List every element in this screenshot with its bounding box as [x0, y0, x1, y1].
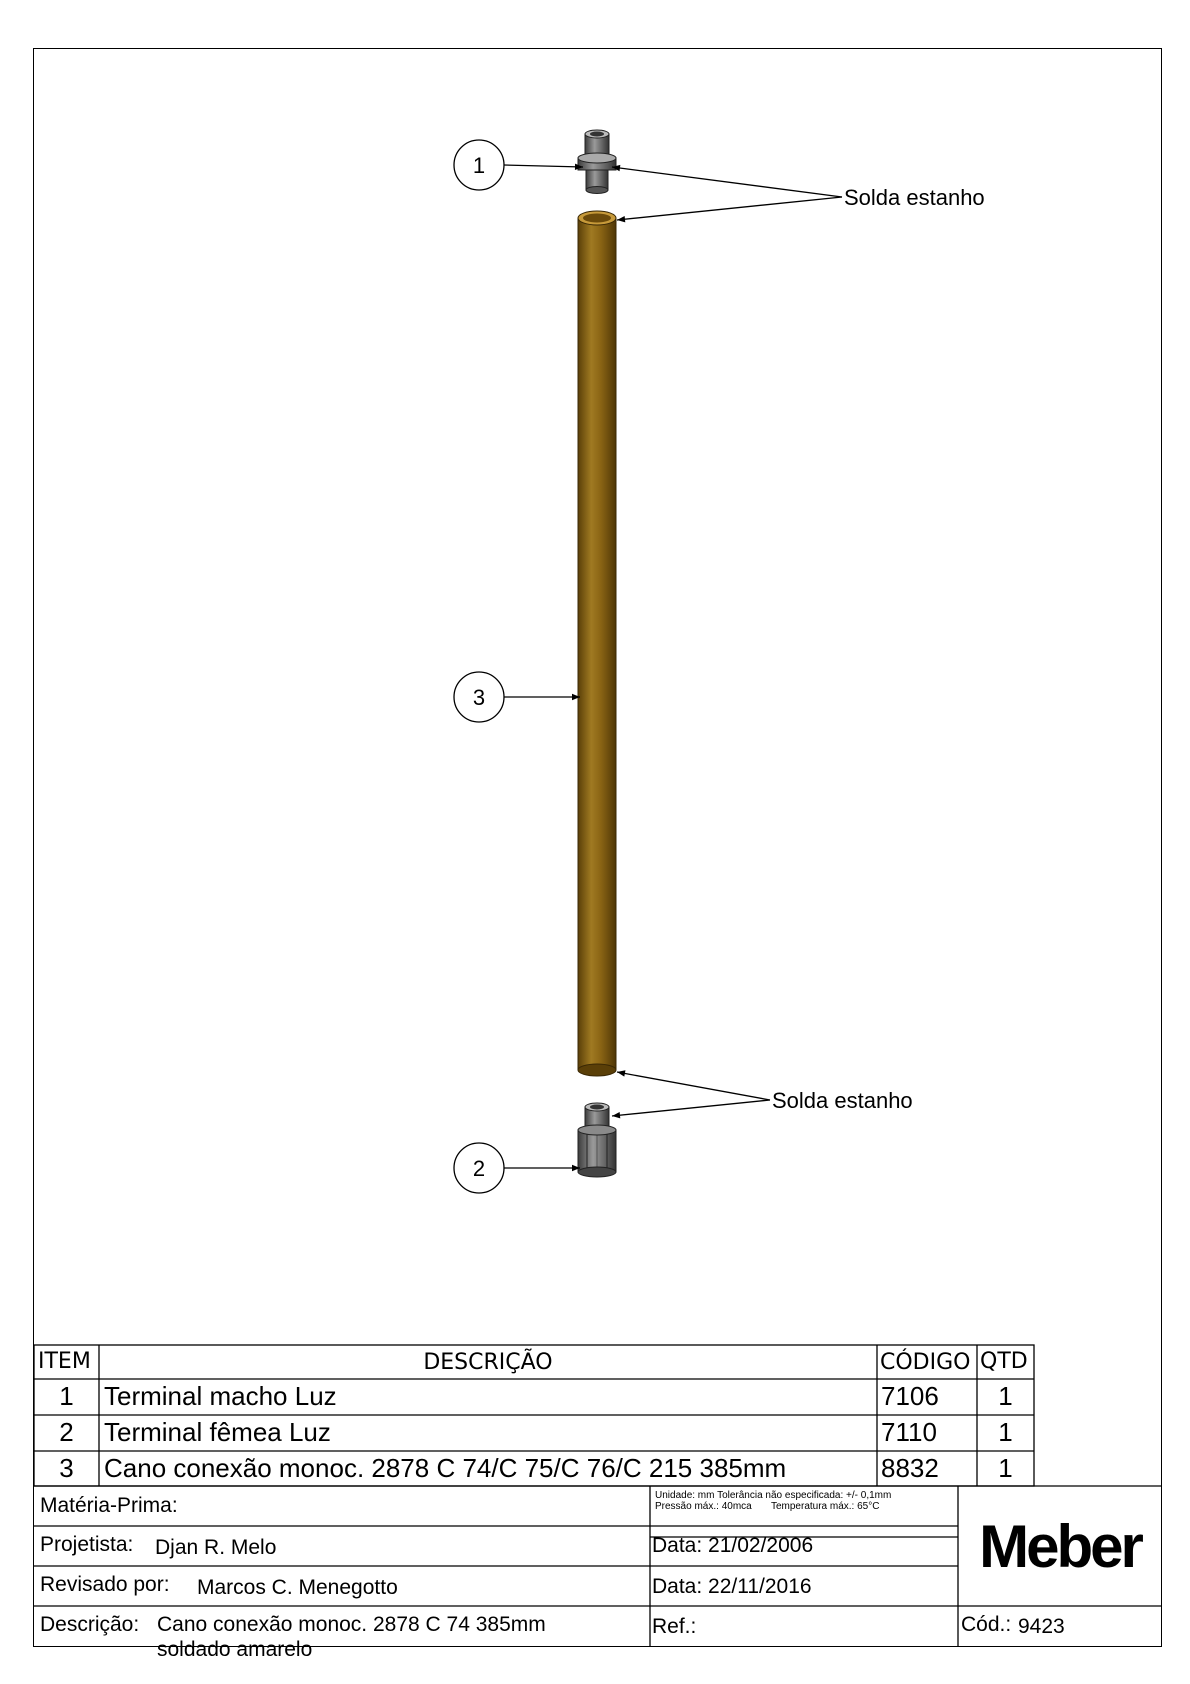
bom-row-2-qty: 1 [998, 1417, 1013, 1447]
materia-prima-label: Matéria-Prima: [40, 1494, 178, 1517]
weld-annotation-bottom [612, 1072, 913, 1116]
bom-row-3-qty: 1 [998, 1453, 1013, 1483]
bom-row-3-code: 8832 [881, 1453, 939, 1483]
svg-text:1: 1 [472, 153, 486, 178]
bom-row-1-item: 1 [59, 1381, 74, 1411]
projetista-value: Djan R. Melo [155, 1536, 277, 1559]
svg-text:3: 3 [472, 685, 486, 710]
descricao-label: Descrição: [40, 1613, 140, 1636]
weld-annotation-top [612, 167, 985, 220]
meber-logo: Meber [979, 1513, 1141, 1580]
svg-text:Solda estanho: Solda estanho [844, 185, 985, 210]
balloon-3 [454, 672, 580, 722]
bom-header-description: DESCRIÇÃO [423, 1350, 553, 1375]
bom-row-3-item: 3 [59, 1453, 74, 1483]
projetista-label: Projetista: [40, 1533, 134, 1556]
bom-header-code: CÓDIGO [880, 1350, 971, 1375]
terminal-femea-part [578, 1103, 616, 1177]
ref-label: Ref.: [652, 1615, 697, 1638]
bom-row-1-description: Terminal macho Luz [104, 1381, 337, 1411]
notes-line-1: Unidade: mm Tolerância não especificada: +/- 0,1mm [655, 1490, 892, 1501]
balloon-2 [454, 1143, 580, 1193]
data-criacao: Data: 21/02/2006 [652, 1534, 814, 1557]
bom-header-item: ITEM [38, 1349, 91, 1374]
bom-row-3-description: Cano conexão monoc. 2878 C 74/C 75/C 76/C 215 385mm [104, 1453, 787, 1483]
bom-row-1-qty: 1 [998, 1381, 1013, 1411]
bom-row-1-code: 7106 [881, 1381, 939, 1411]
bom-row-2-description: Terminal fêmea Luz [104, 1417, 331, 1447]
descricao-line-1: Cano conexão monoc. 2878 C 74 385mm [157, 1613, 546, 1636]
bom-row-2-item: 2 [59, 1417, 74, 1447]
bom-row-2-code: 7110 [881, 1417, 937, 1447]
bom-header-qty: QTD [980, 1349, 1028, 1374]
revisado-value: Marcos C. Menegotto [197, 1576, 398, 1599]
balloon-1 [454, 140, 583, 190]
revisado-label: Revisado por: [40, 1573, 170, 1596]
svg-text:2: 2 [472, 1156, 486, 1181]
svg-text:Solda estanho: Solda estanho [772, 1088, 913, 1113]
notes-line-2: Pressão máx.: 40mca Temperatura máx.: 65°C [655, 1501, 880, 1512]
data-revisao: Data: 22/11/2016 [652, 1575, 812, 1598]
terminal-macho-part [578, 130, 616, 194]
descricao-line-2: soldado amarelo [157, 1638, 313, 1661]
cod-label: Cód.: [961, 1613, 1012, 1636]
cod-value: 9423 [1018, 1615, 1065, 1638]
cano-pipe-part [578, 211, 616, 1076]
